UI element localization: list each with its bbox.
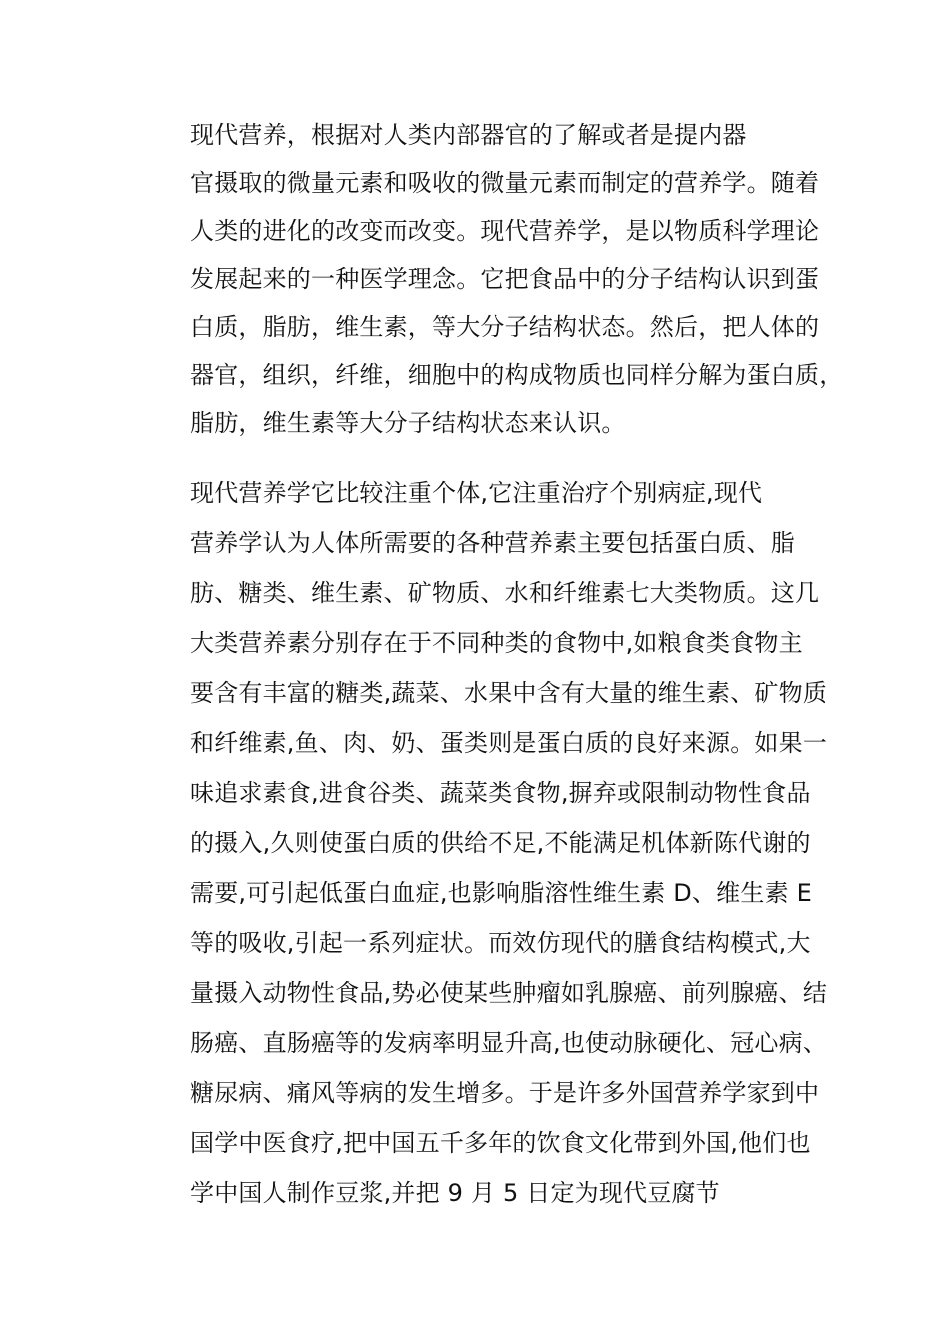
paragraph-line: 学中国人制作豆浆,并把 9 月 5 日定为现代豆腐节: [190, 1179, 720, 1207]
paragraph-line: 肠癌、直肠癌等的发病率明显升高,也使动脉硬化、冠心病、: [190, 1029, 828, 1057]
paragraph-line: 要含有丰富的糖类,蔬菜、水果中含有大量的维生素、矿物质: [190, 679, 828, 707]
paragraph-line: 量摄入动物性食品,势必使某些肿瘤如乳腺癌、前列腺癌、结: [190, 979, 828, 1007]
paragraph-line: 等的吸收,引起一系列症状。而效仿现代的膳食结构模式,大: [190, 929, 811, 957]
paragraph-line: 大类营养素分别存在于不同种类的食物中,如粮食类食物主: [190, 629, 803, 657]
paragraph-line: 营养学认为人体所需要的各种营养素主要包括蛋白质、脂: [190, 529, 795, 557]
paragraph-line: 国学中医食疗,把中国五千多年的饮食文化带到外国,他们也: [190, 1129, 811, 1157]
paragraph-line: 发展起来的一种医学理念。它把食品中的分子结构认识到蛋: [190, 265, 820, 293]
paragraph-line: 器官，组织，纤维，细胞中的构成物质也同样分解为蛋白质，: [190, 361, 844, 389]
paragraph-line: 现代营养学它比较注重个体,它注重治疗个别病症,现代: [190, 479, 763, 507]
paragraph-line: 白质，脂肪，维生素，等大分子结构状态。然后，把人体的: [190, 313, 820, 341]
paragraph-line: 需要,可引起低蛋白血症,也影响脂溶性维生素 D、维生素 E: [190, 879, 812, 907]
paragraph-line: 人类的进化的改变而改变。现代营养学，是以物质科学理论: [190, 217, 820, 245]
paragraph-line: 糖尿病、痛风等病的发生增多。于是许多外国营养学家到中: [190, 1079, 820, 1107]
paragraph-line: 官摄取的微量元素和吸收的微量元素而制定的营养学。随着: [190, 169, 820, 197]
paragraph-line: 现代营养，根据对人类内部器官的了解或者是提内器: [190, 121, 747, 149]
paragraph-line: 味追求素食,进食谷类、蔬菜类食物,摒弃或限制动物性食品: [190, 779, 811, 807]
paragraph-line: 的摄入,久则使蛋白质的供给不足,不能满足机体新陈代谢的: [190, 829, 811, 857]
paragraph-line: 脂肪，维生素等大分子结构状态来认识。: [190, 409, 626, 437]
paragraph-line: 肪、糖类、维生素、矿物质、水和纤维素七大类物质。这几: [190, 579, 820, 607]
paragraph-line: 和纤维素,鱼、肉、奶、蛋类则是蛋白质的良好来源。如果一: [190, 729, 828, 757]
